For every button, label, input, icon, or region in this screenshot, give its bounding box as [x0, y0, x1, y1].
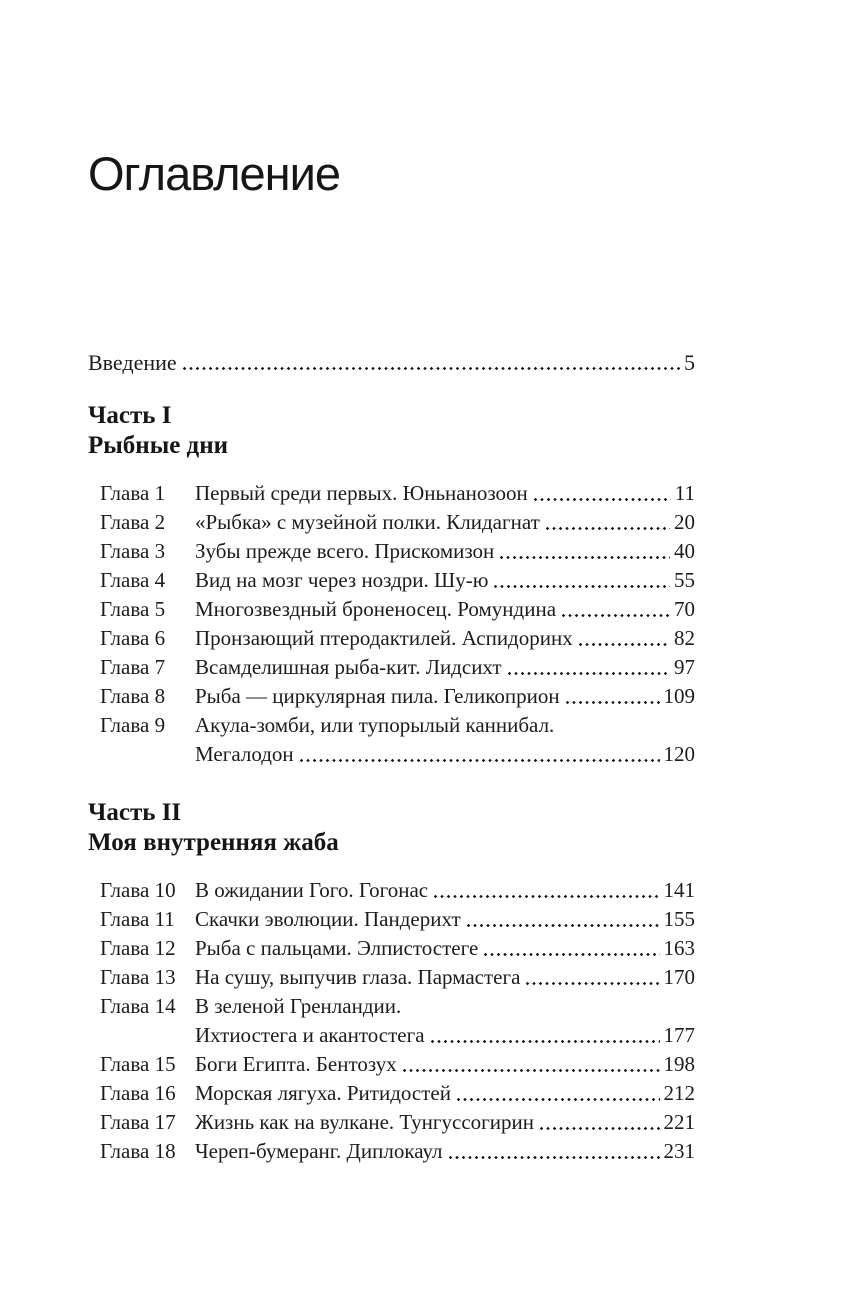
dot-leader [500, 537, 670, 566]
part-label: Часть II [88, 799, 182, 827]
page-number: 231 [663, 1139, 695, 1164]
chapter-title: Пронзающий птеродактилей. Аспидоринх [195, 626, 573, 651]
chapter-list [88, 479, 695, 769]
page-title: Оглавление [88, 147, 341, 200]
chapter-label: Глава 8 [100, 684, 166, 709]
page-number: 11 [674, 481, 695, 506]
chapter-label: Глава 1 [100, 481, 166, 506]
chapter-title: Скачки эволюции. Пандерихт [195, 907, 461, 932]
chapter-title: Жизнь как на вулкане. Тунгуссогирин [195, 1110, 535, 1135]
chapter-label: Глава 14 [100, 994, 176, 1019]
toc-entry [88, 934, 695, 963]
page-number: 82 [674, 626, 695, 651]
page-number: 155 [663, 907, 695, 932]
chapter-title: Морская лягуха. Ритидостей [195, 1081, 451, 1106]
part-title: Моя внутренняя жаба [88, 829, 339, 857]
chapter-title: Рыба — циркулярная пила. Геликоприон [195, 684, 560, 709]
page-number: 40 [674, 539, 695, 564]
toc-entry [88, 1050, 695, 1079]
chapter-title: Вид на мозг через ноздри. Шу-ю [195, 568, 489, 593]
toc-entry [88, 992, 695, 1021]
dot-leader [566, 682, 660, 711]
chapter-label: Глава 13 [100, 965, 176, 990]
page-number: 55 [674, 568, 695, 593]
page-number: 97 [674, 655, 695, 680]
part-title: Рыбные дни [88, 432, 229, 460]
chapter-label: Глава 5 [100, 597, 166, 622]
toc-entry [88, 653, 695, 682]
dot-leader [431, 1021, 660, 1050]
chapter-label: Глава 18 [100, 1139, 176, 1164]
chapter-title: Рыба с пальцами. Элпистостеге [195, 936, 479, 961]
toc-entry [88, 1108, 695, 1137]
intro-label: Введение [88, 350, 177, 376]
dot-leader [579, 624, 670, 653]
toc-entry [88, 711, 695, 740]
toc-entry [88, 566, 695, 595]
page-number: 198 [663, 1052, 695, 1077]
chapter-title: Боги Египта. Бентозух [195, 1052, 397, 1077]
chapter-title: В зеленой Гренландии. [195, 994, 402, 1019]
dot-leader [508, 653, 670, 682]
chapter-label: Глава 16 [100, 1081, 176, 1106]
page-number: 163 [663, 936, 695, 961]
toc-part [88, 798, 695, 1166]
chapter-label: Глава 10 [100, 878, 176, 903]
chapter-title: Всамделишная рыба-кит. Лидсихт [195, 655, 502, 680]
chapter-title: Акула-зомби, или тупорылый каннибал. [195, 713, 555, 738]
page-number: 70 [674, 597, 695, 622]
dot-leader [467, 905, 660, 934]
page-number: 170 [663, 965, 695, 990]
toc-entry [88, 905, 695, 934]
toc-entry [88, 1079, 695, 1108]
page-number: 5 [684, 350, 695, 376]
toc-entry [88, 963, 695, 992]
chapter-label: Глава 2 [100, 510, 166, 535]
chapter-label: Глава 4 [100, 568, 166, 593]
toc-entry [88, 1137, 695, 1166]
chapter-title: Ихтиостега и акантостега [195, 1023, 425, 1048]
page-number: 120 [663, 742, 695, 767]
page-number: 212 [663, 1081, 695, 1106]
dot-leader [449, 1137, 660, 1166]
toc-entry-continuation [88, 740, 695, 769]
toc-entry [88, 682, 695, 711]
part-label: Часть I [88, 402, 172, 430]
dot-leader [403, 1050, 660, 1079]
dot-leader [540, 1108, 659, 1137]
page-number: 221 [663, 1110, 695, 1135]
page-number: 109 [663, 684, 695, 709]
chapter-label: Глава 9 [100, 713, 166, 738]
chapter-label: Глава 17 [100, 1110, 176, 1135]
toc-entry [88, 508, 695, 537]
chapter-label: Глава 3 [100, 539, 166, 564]
toc-entry-introduction [88, 348, 695, 377]
chapter-title: «Рыбка» с музейной полки. Клидагнат [195, 510, 540, 535]
chapter-title: Мегалодон [195, 742, 294, 767]
part-heading [88, 401, 695, 461]
page-number: 177 [663, 1023, 695, 1048]
chapter-label: Глава 15 [100, 1052, 176, 1077]
chapter-title: Зубы прежде всего. Прискомизон [195, 539, 495, 564]
toc-entry-continuation [88, 1021, 695, 1050]
toc-entry [88, 537, 695, 566]
toc-parts [88, 401, 695, 1166]
chapter-label: Глава 12 [100, 936, 176, 961]
dot-leader [183, 348, 680, 377]
part-heading [88, 798, 695, 858]
toc-entry [88, 595, 695, 624]
page-number: 141 [663, 878, 695, 903]
dot-leader [562, 595, 670, 624]
chapter-title: Многозвездный броненосец. Ромундина [195, 597, 557, 622]
dot-leader [484, 934, 659, 963]
dot-leader [534, 479, 671, 508]
toc-entry [88, 624, 695, 653]
toc-entry [88, 876, 695, 905]
dot-leader [494, 566, 670, 595]
chapter-title: В ожидании Гого. Гогонас [195, 878, 429, 903]
chapter-title: Первый среди первых. Юньнанозоон [195, 481, 528, 506]
chapter-title: Череп-бумеранг. Диплокаул [195, 1139, 443, 1164]
chapter-label: Глава 6 [100, 626, 166, 651]
dot-leader [526, 963, 659, 992]
toc-part [88, 401, 695, 769]
dot-leader [300, 740, 660, 769]
dot-leader [434, 876, 659, 905]
toc-entry [88, 479, 695, 508]
chapter-list [88, 876, 695, 1166]
chapter-title: На сушу, выпучив глаза. Пармастега [195, 965, 521, 990]
chapter-label: Глава 7 [100, 655, 166, 680]
page-number: 20 [674, 510, 695, 535]
dot-leader [457, 1079, 660, 1108]
chapter-label: Глава 11 [100, 907, 175, 932]
dot-leader [546, 508, 670, 537]
